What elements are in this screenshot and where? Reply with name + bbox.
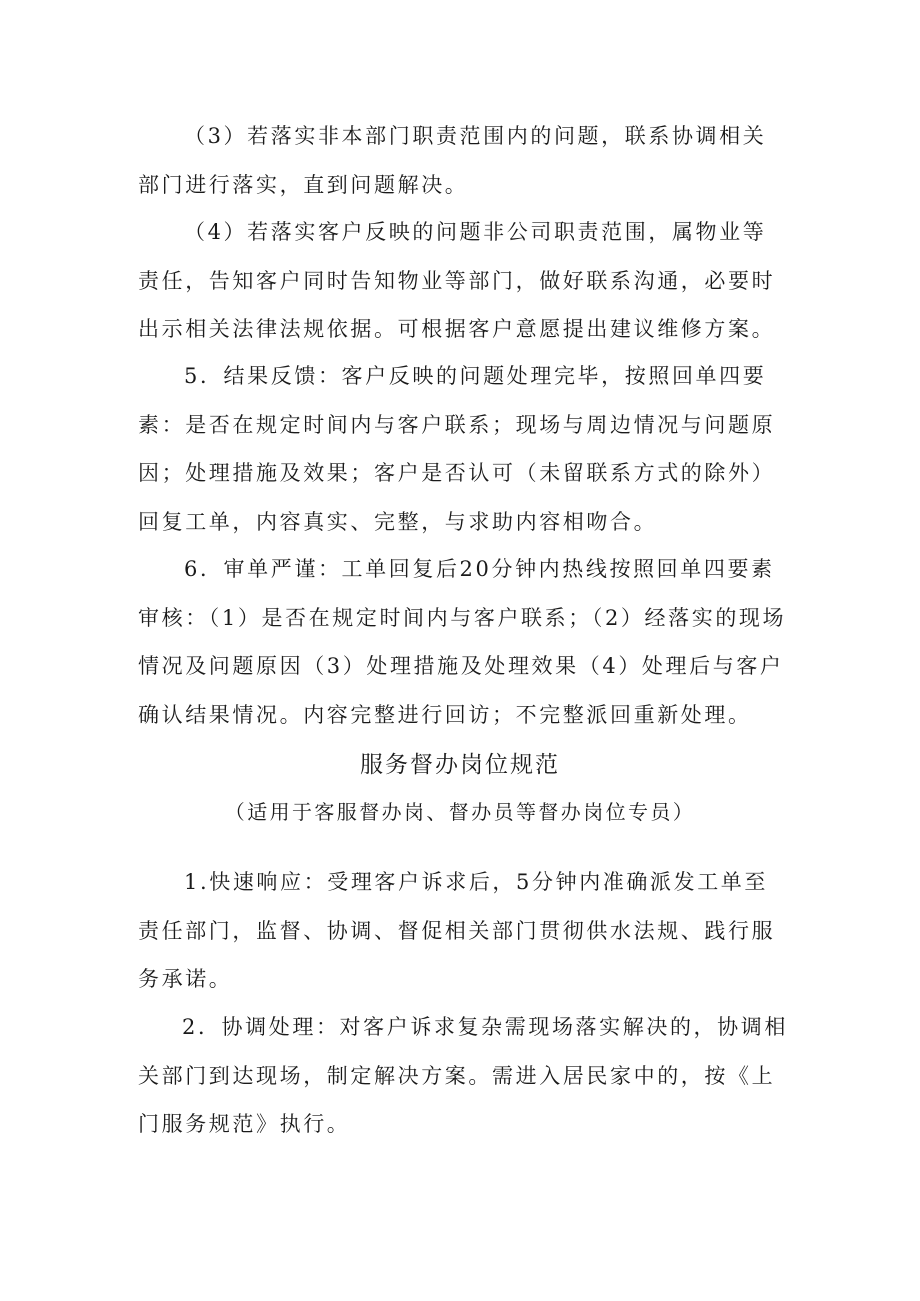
paragraph-item-4: （4）若落实客户反映的问题非公司职责范围，属物业等责任，告知客户同时告知物业等部门，做好联系沟通，必要时出示相关法律法规依据。可根据客户意愿提出建议维修方案。: [138, 220, 776, 341]
paragraph-result-feedback: 5．结果反馈：客户反映的问题处理完毕，按照回单四要素：是否在规定时间内与客户联系；现场与周边情况与问题原因；处理措施及效果；客户是否认可（未留联系方式的除外）回复工单，内容真实、完整，与求助内容相吻合。: [138, 364, 776, 534]
paragraph-item-3: （3）若落实非本部门职责范围内的问题，联系协调相关部门进行落实，直到问题解决。: [138, 124, 767, 197]
paragraph-coordination: 2．协调处理：对客户诉求复杂需现场落实解决的，协调相关部门到达现场，制定解决方案。需进入居民家中的，按《上门服务规范》执行。: [138, 1015, 788, 1136]
section-scope-note: （适用于客服督办岗、督办员等督办岗位专员）: [224, 800, 696, 824]
paragraph-order-review: 6．审单严谨：工单回复后20分钟内热线按照回单四要素审核：（1）是否在规定时间内与客户联系；（2）经落实的现场情况及问题原因（3）处理措施及处理效果（4）处理后与客户确认结果情况。内容完整进行回访；不完整派回重新处理。: [138, 557, 787, 727]
paragraph-quick-response: 1.快速响应：受理客户诉求后，5分钟内准确派发工单至责任部门，监督、协调、督促相关部门贯彻供水法规、践行服务承诺。: [138, 870, 776, 991]
section-title: 服务督办岗位规范: [360, 752, 560, 778]
